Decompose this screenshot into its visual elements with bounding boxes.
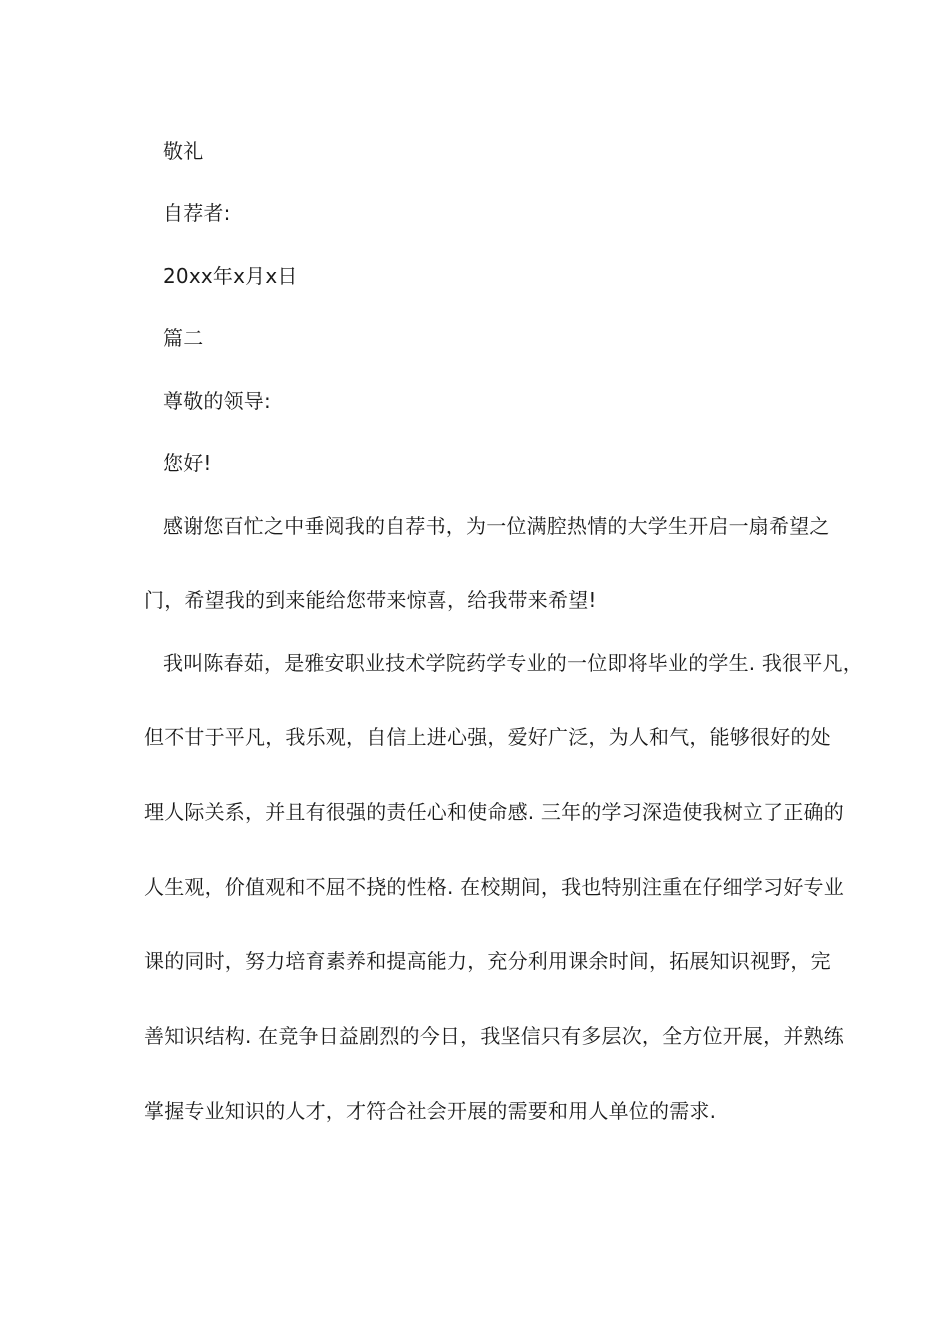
- paragraph-line: 但不甘于平凡，我乐观，自信上进心强，爱好广泛，为人和气，能够很好的处: [144, 725, 831, 749]
- paragraph-line: 感谢您百忙之中垂阅我的自荐书，为一位满腔热情的大学生开启一扇希望之: [163, 514, 830, 538]
- paragraph-line: 人生观，价值观和不屈不挠的性格. 在校期间，我也特别注重在仔细学习好专业: [144, 875, 844, 899]
- section-heading: 篇二: [163, 326, 204, 350]
- date-line: 20xx年x月x日: [163, 264, 298, 288]
- paragraph-line: 理人际关系，并且有很强的责任心和使命感. 三年的学习深造使我树立了正确的: [144, 800, 844, 824]
- paragraph-line: 课的同时，努力培育素养和提高能力，充分利用课余时间，拓展知识视野，完: [144, 949, 831, 973]
- paragraph-line: 我叫陈春茹，是雅安职业技术学院药学专业的一位即将毕业的学生. 我很平凡，: [163, 651, 863, 675]
- paragraph-line: 掌握专业知识的人才，才符合社会开展的需要和用人单位的需求.: [144, 1099, 717, 1123]
- signature-label: 自荐者:: [163, 201, 231, 225]
- closing-salutation: 敬礼: [163, 139, 204, 163]
- greeting-hello: 您好!: [163, 451, 212, 475]
- paragraph-line: 善知识结构. 在竞争日益剧烈的今日，我坚信只有多层次，全方位开展，并熟练: [144, 1024, 844, 1048]
- greeting-recipient: 尊敬的领导:: [163, 389, 271, 413]
- paragraph-line: 门，希望我的到来能给您带来惊喜，给我带来希望!: [144, 588, 597, 612]
